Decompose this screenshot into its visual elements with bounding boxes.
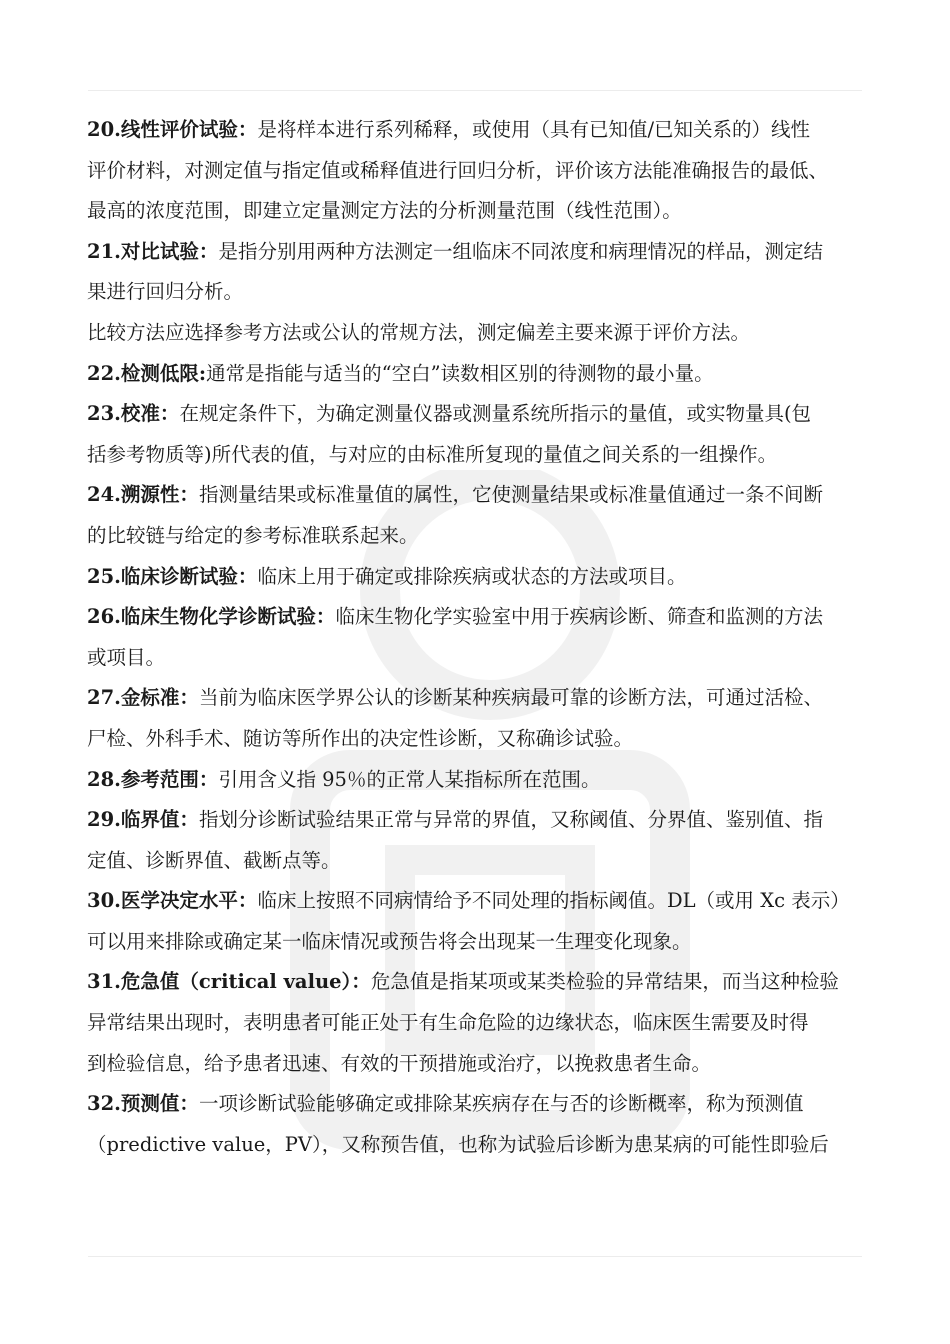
term-20: 20.线性评价试验： xyxy=(87,118,258,141)
term-26: 26.临床生物化学诊断试验： xyxy=(87,605,336,629)
entry-24-line-1 xyxy=(87,475,877,516)
entry-21-line-1 xyxy=(87,232,877,273)
entry-22-line-1 xyxy=(87,354,877,395)
definition-text: 当前为临床医学界公认的诊断某种疾病最可靠的诊断方法，可通过活检、 xyxy=(198,686,823,710)
entry-23-line-1 xyxy=(87,394,877,435)
entry-32-line-1 xyxy=(87,1084,877,1125)
definition-text: 通常是指能与适当的“空白”读数相区别的待测物的最小量。 xyxy=(206,361,714,385)
entry-20-line-3: 最高的浓度范围，即建立定量测定方法的分析测量范围（线性范围）。 xyxy=(87,199,682,223)
entry-26-line-2: 或项目。 xyxy=(87,645,166,669)
entry-27-line-2: 尸检、外科手术、随访等所作出的决定性诊断，又称确诊试验。 xyxy=(87,726,634,750)
term-23: 23.校准： xyxy=(87,402,180,426)
definition-text: 引用含义指 95％的正常人某指标所在范围。 xyxy=(218,767,601,791)
entry-32-line-2: （predictive value，PV），又称预告值，也称为试验后诊断为患某病的可能性即验后 xyxy=(87,1132,829,1156)
entry-21-line-2: 果进行回归分析。 xyxy=(87,280,244,304)
definition-text: 是指分别用两种方法测定一组临床不同浓度和病理情况的样品，测定结 xyxy=(218,239,823,263)
term-24: 24.溯源性： xyxy=(87,483,199,507)
header-rule xyxy=(88,90,862,91)
entry-26-line-1 xyxy=(87,597,877,638)
term-31: 31.危急值（critical value）： xyxy=(87,970,371,994)
definition-text: 临床生物化学实验室中用于疾病诊断、筛查和监测的方法 xyxy=(335,605,823,629)
definition-text: 一项诊断试验能够确定或排除某疾病存在与否的诊断概率，称为预测值 xyxy=(198,1092,804,1116)
entry-30-line-1 xyxy=(87,881,877,922)
entry-23-line-2: 括参考物质等)所代表的值，与对应的由标准所复现的量值之间关系的一组操作。 xyxy=(87,442,778,466)
entry-21-line-3: 比较方法应选择参考方法或公认的常规方法，测定偏差主要来源于评价方法。 xyxy=(87,320,751,344)
entry-30-line-2: 可以用来排除或确定某一临床情况或预告将会出现某一生理变化现象。 xyxy=(87,929,692,953)
entry-29-line-2: 定值、诊断界值、截断点等。 xyxy=(87,848,341,872)
definition-text: 在规定条件下，为确定测量仪器或测量系统所指示的量值，或实物量具(包 xyxy=(179,402,812,426)
term-30: 30.医学决定水平： xyxy=(87,889,258,913)
entry-24-line-2: 的比较链与给定的参考标准联系起来。 xyxy=(87,523,419,547)
term-28: 28.参考范围： xyxy=(87,767,219,791)
entry-27-line-1 xyxy=(87,678,877,719)
entry-31-line-1 xyxy=(87,962,877,1003)
term-21: 21.对比试验： xyxy=(87,239,219,263)
term-27: 27.金标准： xyxy=(87,686,199,710)
definition-text: 是将样本进行系列稀释，或使用（具有已知值/已知关系的）线性 xyxy=(257,118,811,141)
definition-text: 临床上用于确定或排除疾病或状态的方法或项目。 xyxy=(257,564,687,588)
entry-28-line-1 xyxy=(87,760,877,801)
entry-31-line-3: 到检验信息，给予患者迅速、有效的干预措施或治疗，以挽救患者生命。 xyxy=(87,1051,712,1075)
entry-25-line-1 xyxy=(87,557,877,598)
entry-20-line-1 xyxy=(87,110,877,151)
definition-text: 指测量结果或标准量值的属性，它使测量结果或标准量值通过一条不间断 xyxy=(198,483,823,507)
term-25: 25.临床诊断试验： xyxy=(87,564,258,588)
definition-text: 危急值是指某项或某类检验的异常结果，而当这种检验 xyxy=(370,970,839,994)
document-body xyxy=(87,110,877,1165)
footer-rule xyxy=(88,1256,862,1257)
definition-text: 临床上按照不同病情给予不同处理的指标阈值。DL（或用 Xc 表示） xyxy=(257,889,850,913)
term-32: 32.预测值： xyxy=(87,1092,199,1116)
term-22: 22.检测低限: xyxy=(87,361,207,385)
definition-text: 指划分诊断试验结果正常与异常的界值，又称阈值、分界值、鉴别值、指 xyxy=(198,808,823,832)
entry-20-line-2: 评价材料，对测定值与指定值或稀释值进行回归分析，评价该方法能准确报告的最低、 xyxy=(87,158,829,182)
entry-29-line-1 xyxy=(87,800,877,841)
term-29: 29.临界值： xyxy=(87,808,199,832)
entry-31-line-2: 异常结果出现时，表明患者可能正处于有生命危险的边缘状态，临床医生需要及时得 xyxy=(87,1011,809,1035)
